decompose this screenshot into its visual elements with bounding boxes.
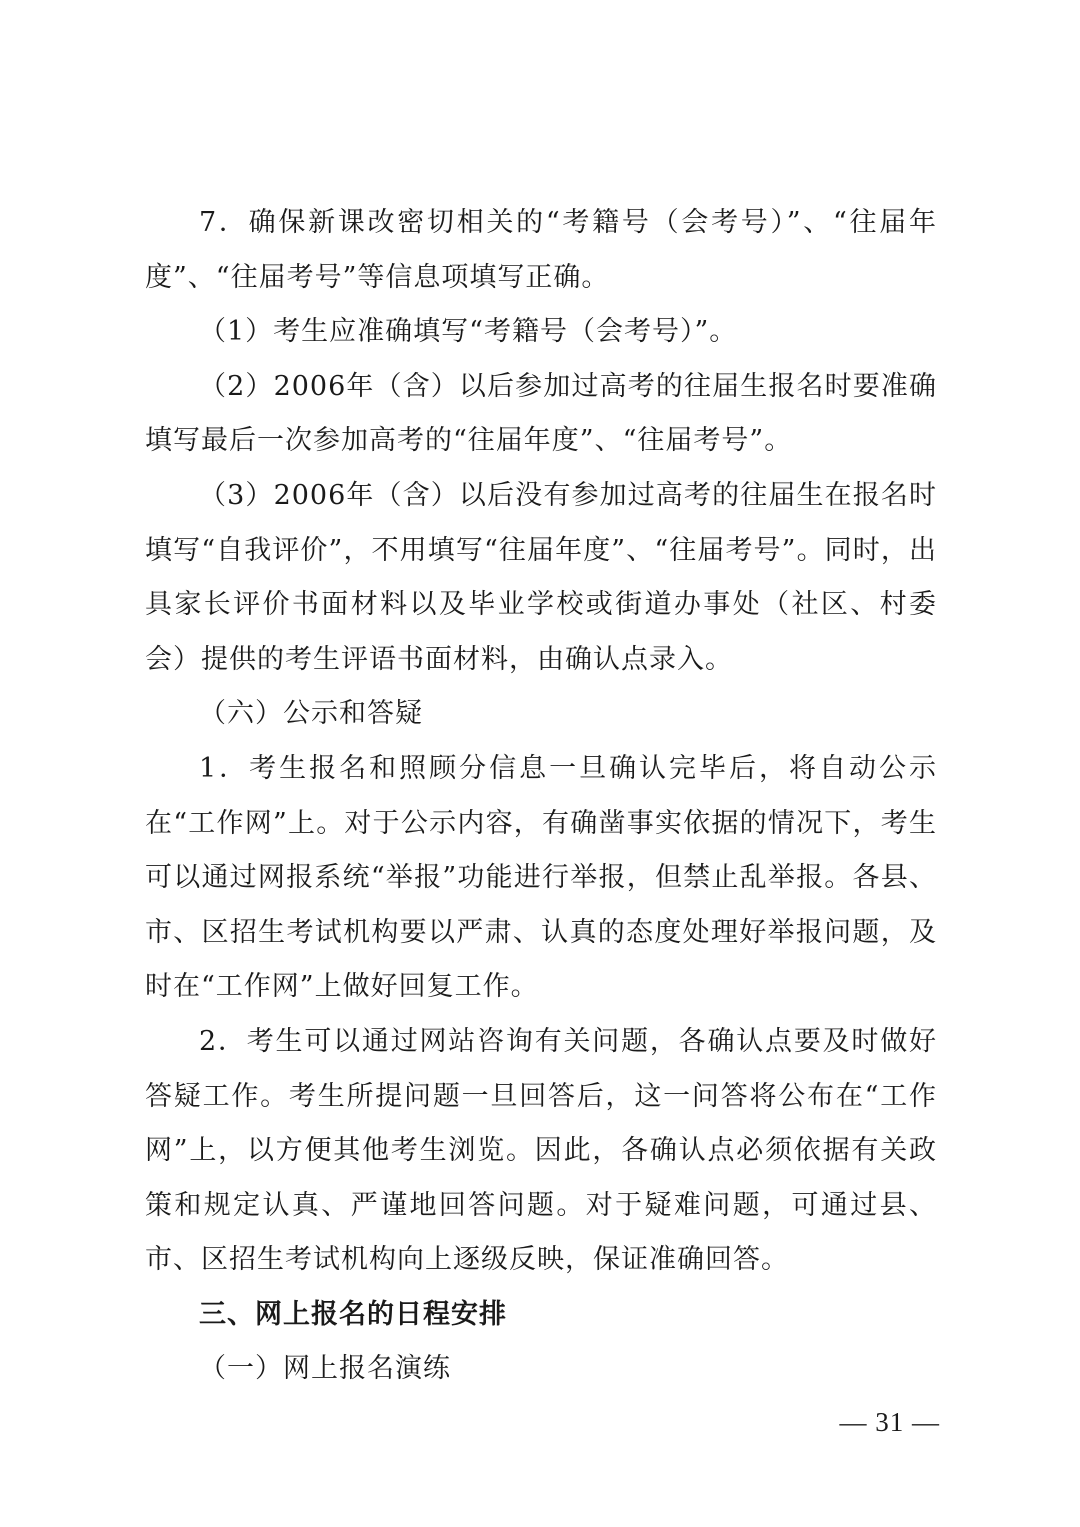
document-body (145, 196, 937, 1397)
paragraph-item-2: 2．考生可以通过网站咨询有关问题，各确认点要及时做好答疑工作。考生所提问题一旦回答后，这一问答将公布在“工作网”上，以方便其他考生浏览。因此，各确认点必须依据有关政策和规定认真、严谨地回答问题。对于疑难问题，可通过县、市、区招生考试机构向上逐级反映，保证准确回答。 (145, 1025, 937, 1276)
paragraph-sub-1: （1）考生应准确填写“考籍号（会考号）”。 (199, 316, 738, 348)
paragraph-sub-3: （3）2006年（含）以后没有参加过高考的往届生在报名时填写“自我评价”，不用填写“往届年度”、“往届考号”。同时，出具家长评价书面材料以及毕业学校或街道办事处（社区、村委会）提供的考生评语书面材料，由确认点录入。 (145, 479, 937, 675)
paragraph-sub-2: （2）2006年（含）以后参加过高考的往届生报名时要准确填写最后一次参加高考的“往届年度”、“往届考号”。 (145, 370, 937, 457)
subheading-publicity: （六）公示和答疑 (199, 698, 423, 730)
paragraph-item-1: 1．考生报名和照顾分信息一旦确认完毕后，将自动公示在“工作网”上。对于公示内容，有确凿事实依据的情况下，考生可以通过网报系统“举报”功能进行举报，但禁止乱举报。各县、市、区招生考试机构要以严肃、认真的态度处理好举报问题，及时在“工作网”上做好回复工作。 (145, 752, 937, 1003)
page-number: — 31 — (839, 1407, 940, 1437)
subheading-drill: （一）网上报名演练 (199, 1353, 451, 1385)
section-heading-schedule: 三、网上报名的日程安排 (199, 1298, 507, 1330)
paragraph-item-7: 7．确保新课改密切相关的“考籍号（会考号）”、“往届年度”、“往届考号”等信息项填写正确。 (145, 207, 937, 293)
